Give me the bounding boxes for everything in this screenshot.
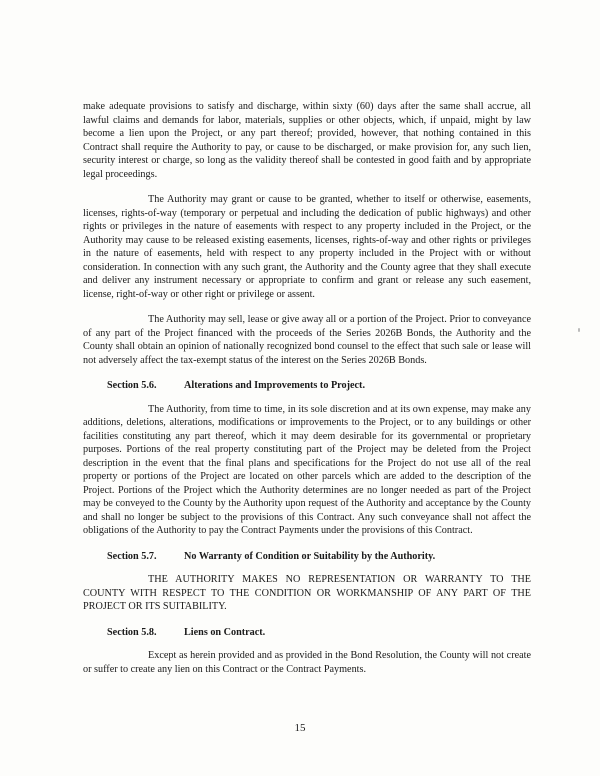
paragraph-no-warranty: THE AUTHORITY MAKES NO REPRESENTATION OR WARRANTY TO THE COUNTY WITH RESPECT TO THE CONDITION OR WORKMANSHIP OF ANY PART OF THE PROJECT OR ITS SUITABILITY. (83, 574, 531, 612)
section-number: Section 5.7. (107, 550, 157, 562)
paragraph-liens-discharge: make adequate provisions to satisfy and discharge, within sixty (60) days after the same shall accrue, all lawful claims and demands for labor, materials, supplies or other objects, which, if unpaid, might by law become a lien upon the Project, or any part thereof; provided, however, that nothing contained in this Contract shall require the Authority to pay, or cause to be discharged, or make provision for, any such lien, security interest or charge, so long as the validity thereof shall be contested in good faith and by appropriate legal proceedings. (83, 101, 531, 180)
paragraph-easements: The Authority may grant or cause to be granted, whether to itself or otherwise, easements, licenses, rights-of-way (temporary or perpetual and including the dedication of public highways) and other rights or privileges in the nature of easements with respect to any property included in the Project, or the Authority may cause to be released existing easements, licenses, rights-of-way and other rights or privileges in the nature of easements, held with respect to any property included in the Project with or without consideration. In connection with any such grant, the Authority and the County agree that they shall execute and deliver any instrument necessary or appropriate to confirm and grant or release any such easement, license, right-of-way or other right or privilege or assent. (83, 194, 531, 300)
section-title: Alterations and Improvements to Project. (184, 380, 365, 391)
section-number: Section 5.8. (107, 626, 157, 638)
paragraph-alterations: The Authority, from time to time, in its sole discretion and at its own expense, may make any additions, deletions, alterations, modifications or improvements to the Project, or to any buildings or other facilities constituting any part thereof, which it may deem desirable for its governmental or proprietary purposes. Portions of the real property constituting part of the Project may be deleted from the Project description in the event that the final plans and specifications for the Project do not use all of the real property or portions of the Project are located on other parcels which are added to the description of the Project. Portions of the Project which the Authority determines are no longer needed as part of the Project may be conveyed to the County by the Authority upon request of the Authority and acceptance by the County and shall no longer be subject to the provisions of this Contract. Any such conveyance shall not affect the obligations of the Authority to pay the Contract Payments under the provisions of this Contract. (83, 403, 531, 536)
document-body (83, 100, 531, 688)
paragraph-sale-lease: The Authority may sell, lease or give away all or a portion of the Project. Prior to conveyance of any part of the Project financed with the proceeds of the Series 2026B Bonds, the Authority and the County shall obtain an opinion of nationally recognized bond counsel to the effect that such sale or lease will not adversely affect the tax-exempt status of the interest on the Series 2026B Bonds. (83, 314, 531, 366)
scan-artifact (578, 328, 580, 332)
section-title: Liens on Contract. (184, 626, 266, 638)
section-number: Section 5.6. (107, 380, 157, 391)
page-number: 15 (294, 722, 306, 734)
paragraph-liens-on-contract: Except as herein provided and as provided in the Bond Resolution, the County will not create or suffer to create any lien on this Contract or the Contract Payments. (83, 650, 531, 675)
section-heading-5-7 (83, 550, 531, 564)
section-heading-5-8 (83, 626, 531, 640)
section-heading-5-6 (83, 379, 531, 393)
section-title: No Warranty of Condition or Suitability by the Authority. (184, 550, 436, 562)
